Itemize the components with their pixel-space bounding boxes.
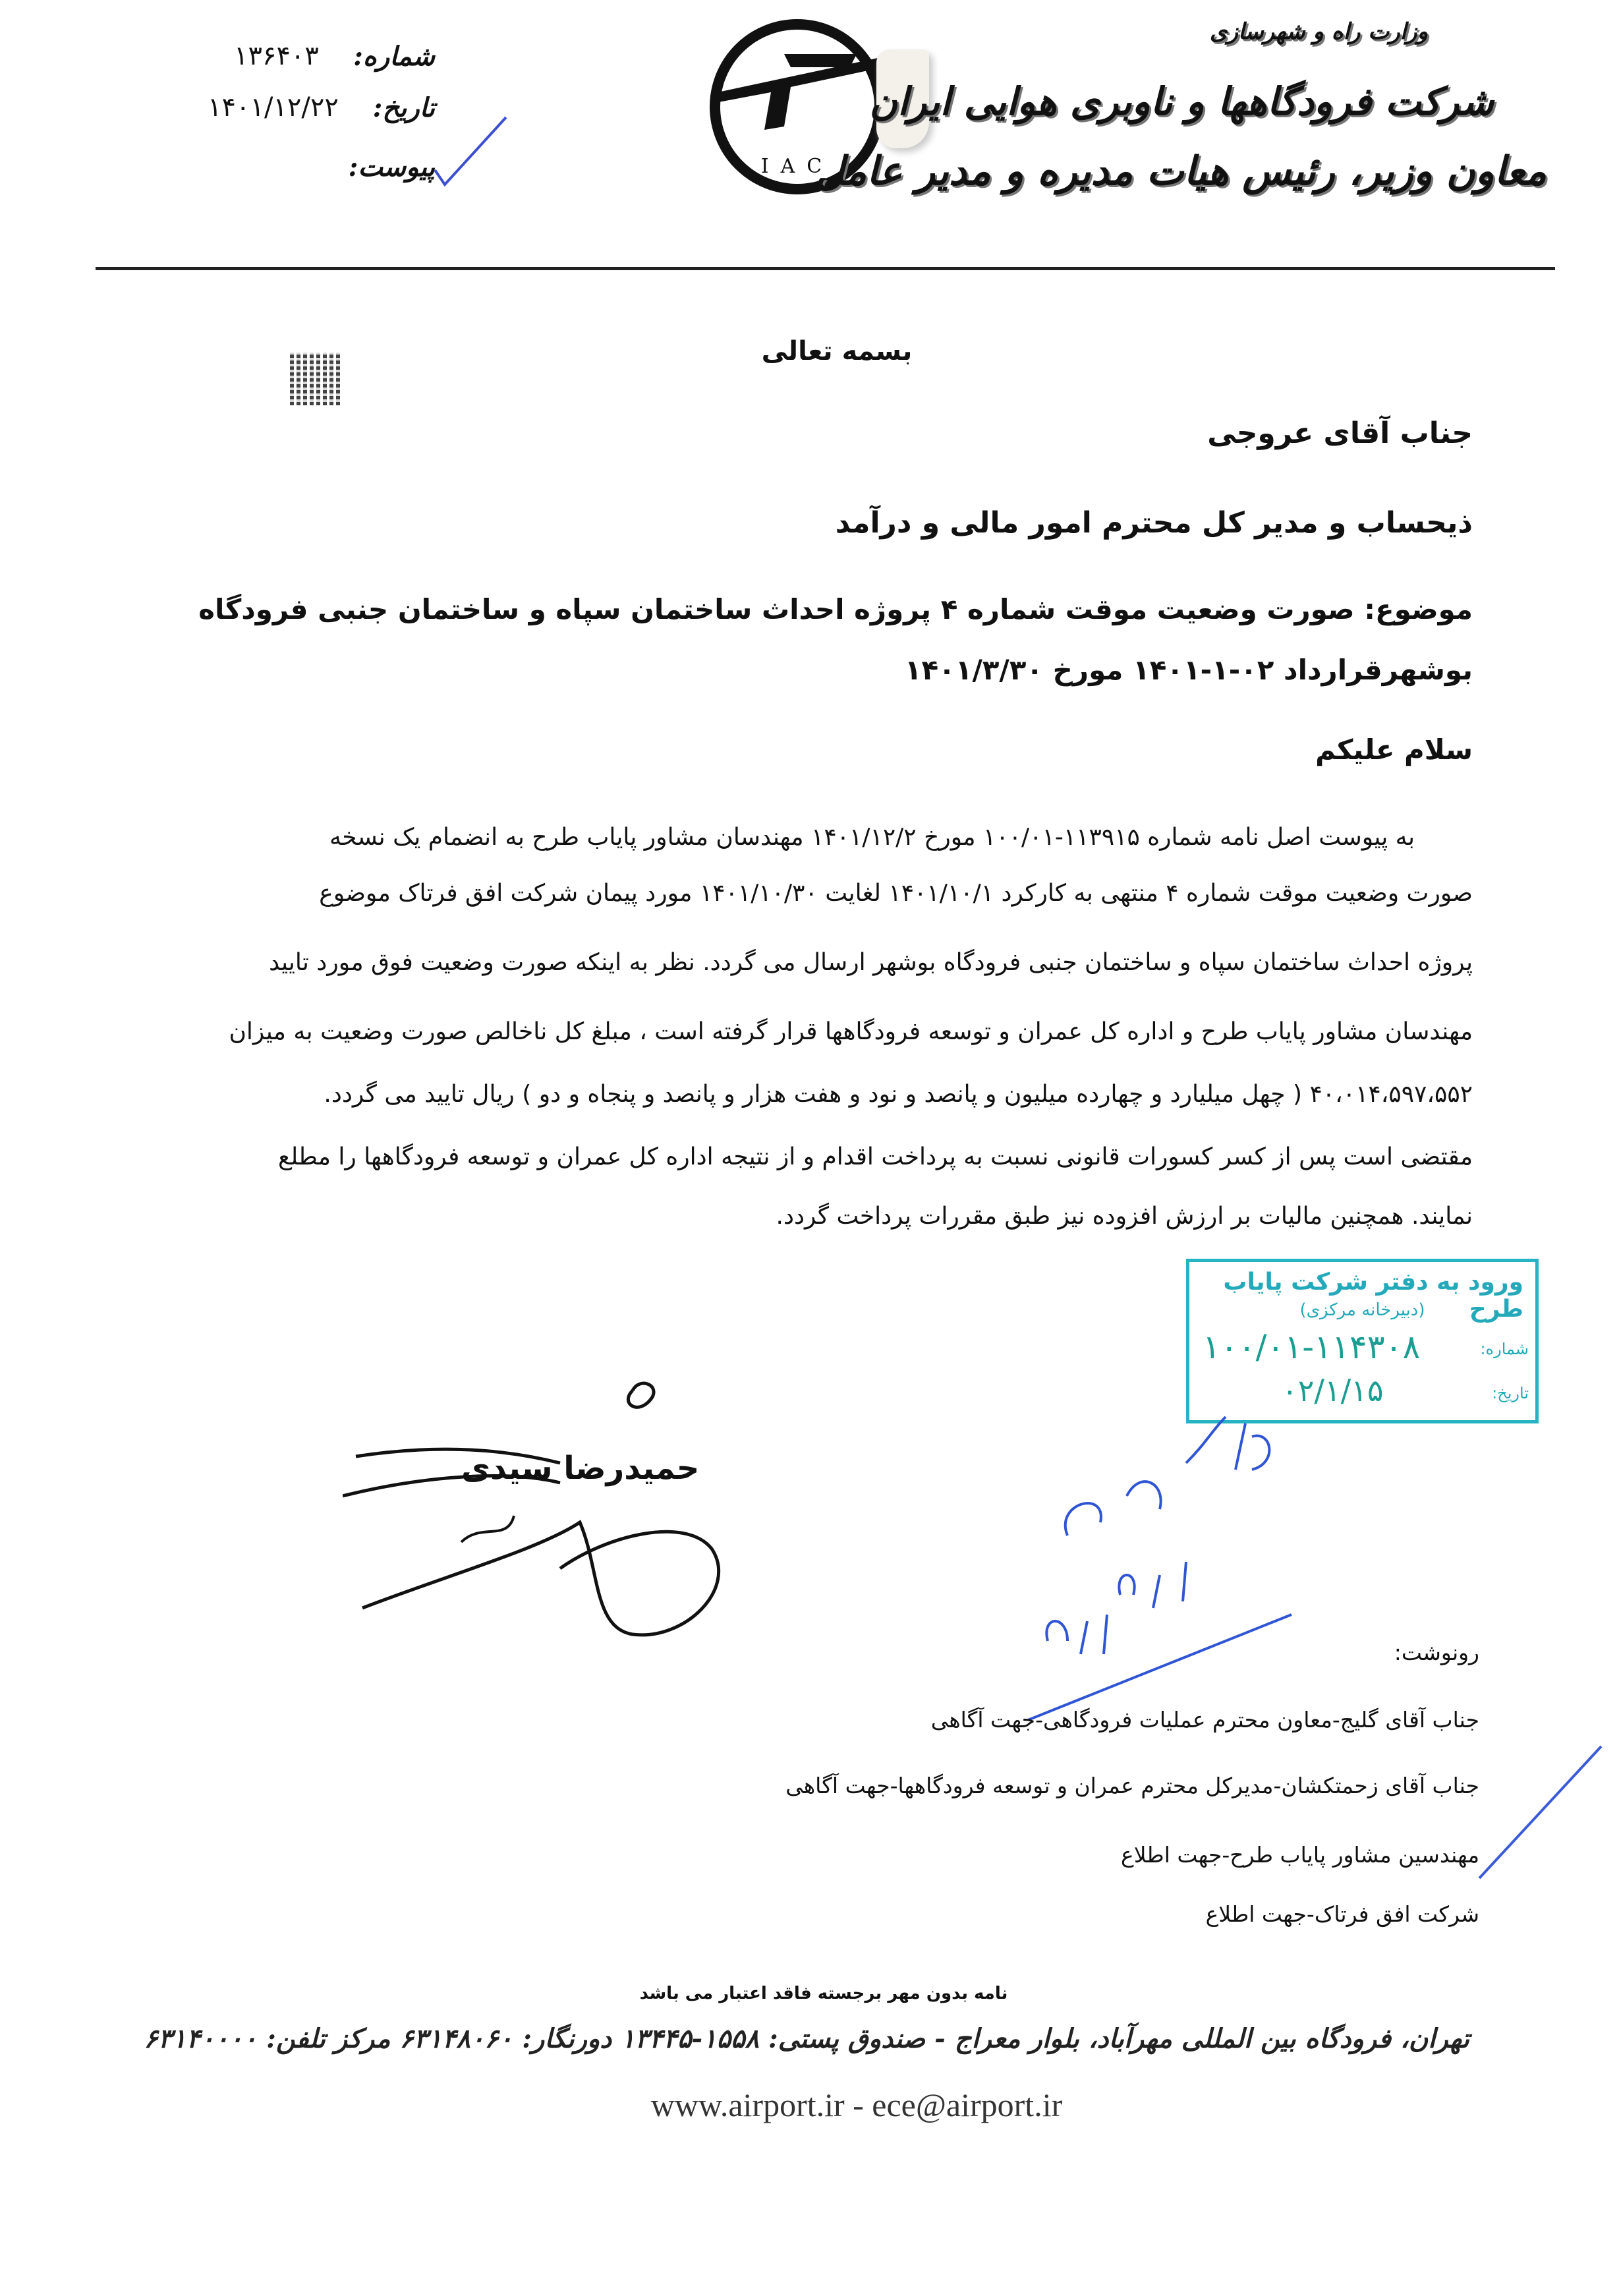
signature-scribble-icon (343, 1371, 751, 1661)
cc-item: جناب آقای گلیج-معاون محترم عملیات فرودگاهی-جهت آگاهی (930, 1707, 1479, 1733)
body-line: به پیوست اصل نامه شماره ۱۱۳۹۱۵-۱۰۰/۰۱ مورخ ۱۴۰۱/۱۲/۲ مهندسان مشاور پایاب طرح به انضمام یک نسخه (329, 824, 1415, 851)
validity-notice: نامه بدون مهر برجسته فاقد اعتبار می باشد (639, 1984, 1008, 2003)
stamp-title: ورود به دفتر شرکت پایاب طرح (1223, 1269, 1523, 1323)
stamp-subtitle: (دبیرخانه مرکزی) (1299, 1300, 1425, 1320)
ministry-name: وزارت راه و شهرسازی (1209, 18, 1428, 45)
subject-line-2: بوشهرقرارداد ۰۲-۱-۱۴۰۱ مورخ ۱۴۰۱/۳/۳۰ (904, 654, 1473, 686)
cc-item: شرکت افق فرتاک-جهت اطلاع (1205, 1901, 1479, 1927)
checkmark-icon (428, 112, 514, 198)
stamp-date-label: تاریخ: (1492, 1384, 1529, 1402)
body-line: صورت وضعیت موقت شماره ۴ منتهی به کارکرد ۱۴۰۱/۱۰/۱ لغایت ۱۴۰۱/۱۰/۳۰ مورد پیمان شرکت افق فرتاک موضوع (319, 880, 1473, 907)
attachment-label: پیوست: (348, 152, 435, 183)
letter-date: ۱۴۰۱/۱۲/۲۲ (208, 92, 339, 123)
date-label: تاریخ: (372, 92, 435, 123)
received-stamp (1186, 1259, 1539, 1423)
letter-number: ۱۳۶۴۰۳ (234, 41, 319, 71)
company-name: شرکت فرودگاهها و ناوبری هوایی ایران (869, 79, 1494, 124)
body-line: ۴۰،۰۱۴،۵۹۷،۵۵۲ ( چهل میلیارد و چهارده میلیون و پانصد و نود و هفت هزار و پانصد و پنجاه و دو ) ریال تایید می گردد. (324, 1081, 1473, 1108)
body-line: مهندسان مشاور پایاب طرح و اداره کل عمران و توسعه فرودگاهها قرار گرفته است ، مبلغ کل ناخالص صورت وضعیت به میزان (229, 1018, 1473, 1045)
invocation: بسمه تعالی (761, 336, 913, 366)
cc-item: جناب آقای زحمتکشان-مدیرکل محترم عمران و توسعه فرودگاهها-جهت آگاهی (785, 1773, 1479, 1798)
body-line: نمایند. همچنین مالیات بر ارزش افزوده نیز طبق مقررات پرداخت گردد. (776, 1203, 1473, 1230)
body-line: مقتضی است پس از کسر کسورات قانونی نسبت به پرداخت اقدام و از نتیجه اداره کل عمران و توسعه فرودگاهها را مطلع (278, 1143, 1473, 1170)
svg-text:IAC: IAC (760, 155, 834, 178)
qr-code (290, 353, 343, 405)
recipient-name: جناب آقای عروجی (1207, 416, 1473, 450)
stamp-date: ۰۲/۱/۱۵ (1282, 1373, 1384, 1408)
greeting: سلام علیکم (1315, 733, 1473, 766)
stamp-number: ۱۰۰/۰۱-۱۱۴۳۰۸ (1203, 1328, 1421, 1366)
cc-item: مهندسین مشاور پایاب طرح-جهت اطلاع (1121, 1842, 1479, 1868)
number-label: شماره: (353, 41, 435, 72)
footer-web-email: www.airport.ir - ece@airport.ir (650, 2086, 1063, 2123)
header-divider (96, 267, 1555, 270)
signatory-title: معاون وزیر، رئیس هیات مدیره و مدیر عامل (815, 148, 1547, 194)
body-line: پروژه احداث ساختمان سپاه و ساختمان جنبی فرودگاه بوشهر ارسال می گردد. نظر به اینکه صورت وضعیت فوق مورد تایید (269, 949, 1473, 976)
blue-pen-stroke-icon (1476, 1740, 1608, 1885)
stamp-number-label: شماره: (1480, 1340, 1529, 1358)
cc-label: رونوشت: (1394, 1640, 1479, 1665)
signer-name: حمیدرضا سیدی (461, 1450, 700, 1487)
recipient-title: ذیحساب و مدیر کل محترم امور مالی و درآمد (835, 506, 1473, 540)
subject-line-1: موضوع: صورت وضعیت موقت شماره ۴ پروژه احداث ساختمان سپاه و ساختمان جنبی فرودگاه (198, 593, 1473, 625)
footer-address: تهران، فرودگاه بین المللی مهرآباد، بلوار معراج - صندوق پستی: ۱۵۵۸-۱۳۴۴۵ دورنگار: ۶۳۱۴۸۰۶۰ مرکز تلفن: ۶۳۱۴۰۰۰۰ (144, 2023, 1469, 2054)
handwritten-annotation-icon (1028, 1404, 1305, 1720)
